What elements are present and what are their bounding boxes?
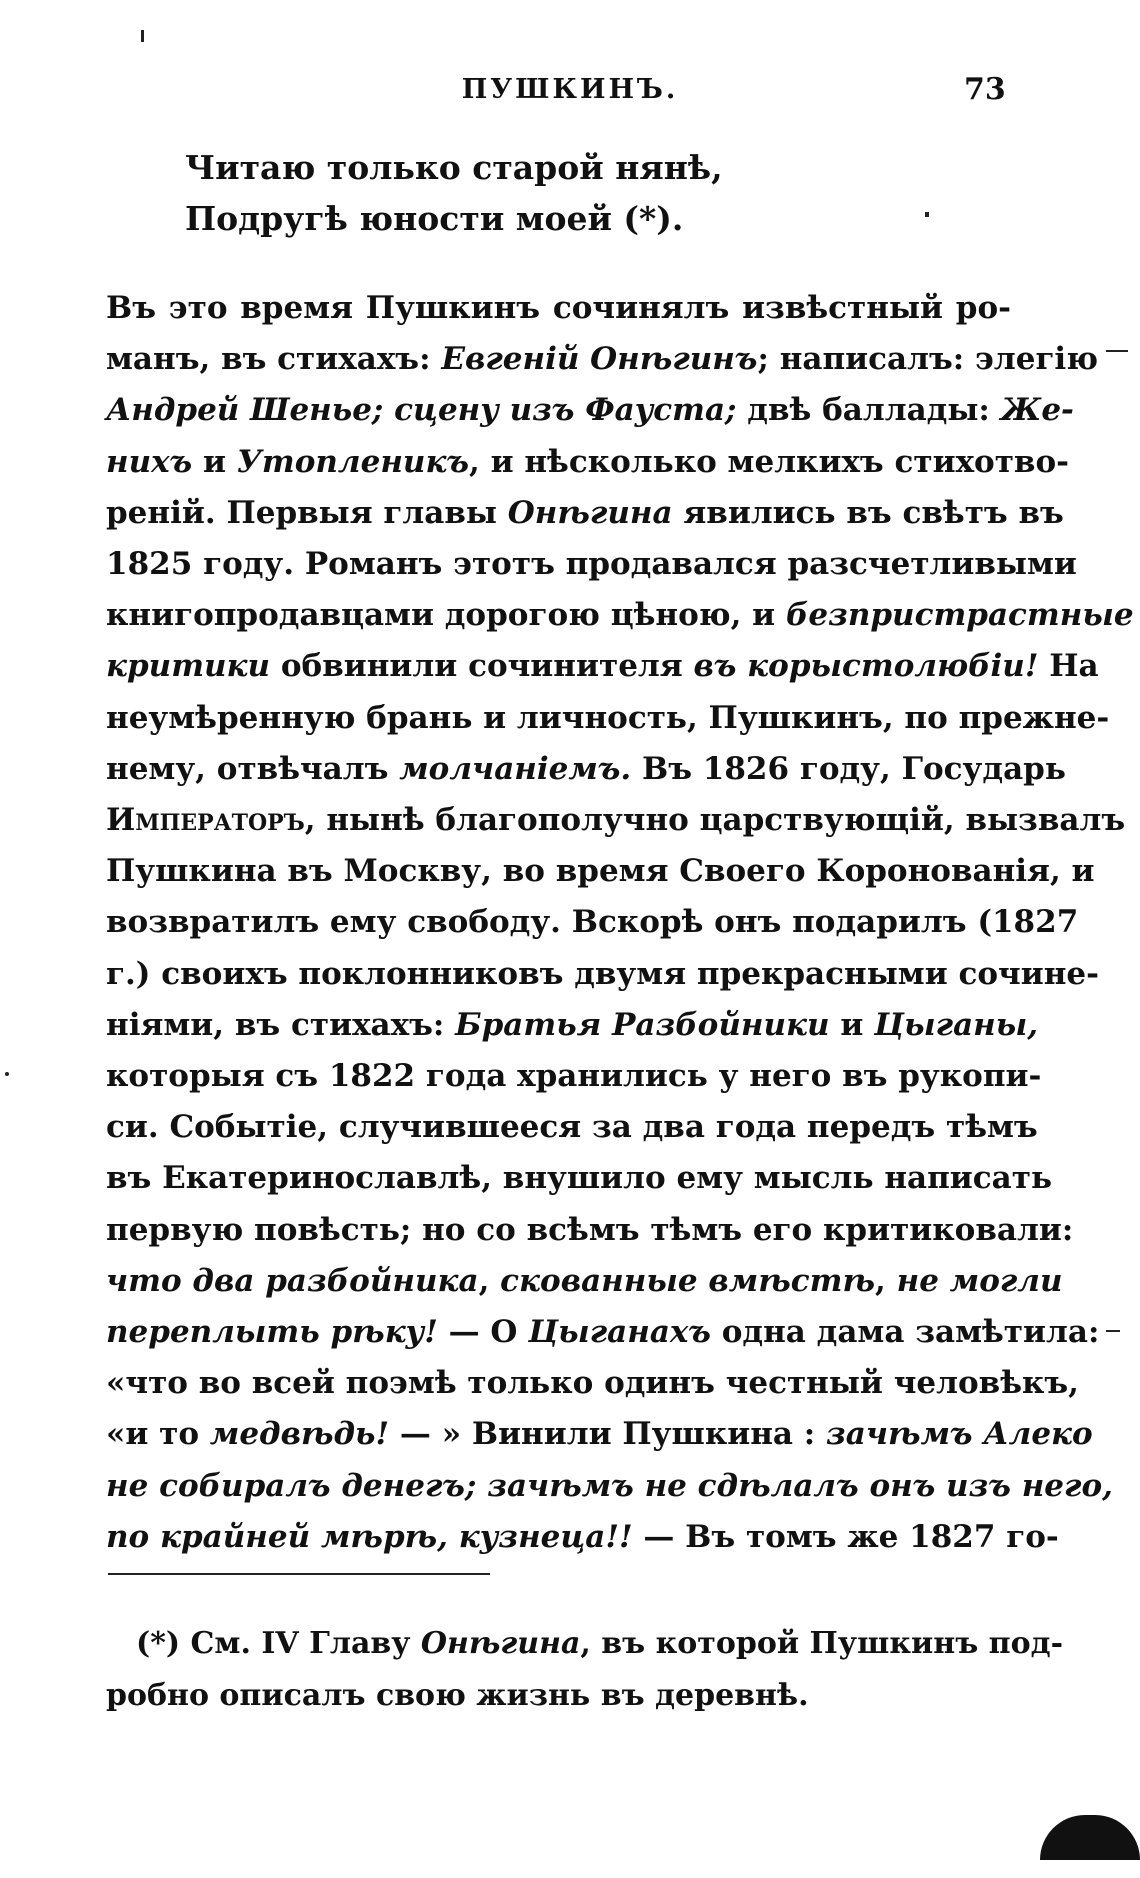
footnote-line (136, 1618, 1064, 1670)
text-run: и (192, 443, 237, 480)
body-text (106, 283, 1134, 1563)
text-run: , (478, 1262, 501, 1299)
scan-blot (1040, 1815, 1140, 1860)
scan-speck (925, 212, 929, 217)
text-run: «и то (106, 1416, 210, 1453)
italic-run: въ корыстолюбіи! (693, 648, 1039, 685)
text-run: «что во всей поэмѣ только одинъ честный человѣкъ, (106, 1365, 1079, 1402)
body-line (106, 1512, 1059, 1563)
body-line (106, 1307, 1100, 1358)
italic-run: медвѣдь! (209, 1416, 390, 1453)
body-line (106, 488, 1064, 539)
italic-run: не собиралъ денегъ; зачѣмъ не сдѣлалъ онъ изъ него, (106, 1467, 1113, 1504)
small-caps-run: Императоръ (106, 802, 305, 839)
text-run: ; написалъ: элегію (757, 341, 1098, 378)
text-run: си. Событіе, случившееся за два года передъ тѣмъ (106, 1109, 1038, 1146)
scan-speck (5, 1072, 9, 1076)
italic-run: не могли (896, 1262, 1063, 1299)
italic-run: Онѣгина (420, 1626, 581, 1661)
text-run: двѣ баллады: (736, 392, 1001, 429)
footnote (106, 1618, 1064, 1722)
body-line (106, 744, 1066, 795)
body-line (106, 846, 1095, 897)
italic-run: Цыганахъ (528, 1314, 711, 1351)
text-run: неумѣренную брань и личность, Пушкинъ, по прежне- (106, 699, 1110, 736)
text-run: одна дама замѣтила: (710, 1314, 1100, 1351)
body-line (106, 897, 1079, 948)
italic-run: безпристрастные (785, 597, 1134, 634)
text-run: обвинили сочинителя (270, 648, 694, 685)
body-line (106, 1461, 1113, 1512)
text-run: Въ это время Пушкинъ сочинялъ извѣстный ро- (106, 290, 1011, 326)
italic-run: Онѣгина (507, 494, 673, 531)
text-run: робно описалъ свою жизнь въ деревнѣ. (106, 1678, 809, 1713)
body-line (106, 1000, 1039, 1051)
text-run: 1825 году. Романъ этотъ продавался разсчетливыми (106, 546, 1077, 583)
text-run: — Въ томъ же 1827 го- (632, 1518, 1059, 1555)
body-line (106, 949, 1099, 1000)
italic-run: Евгеній Онѣгинъ (441, 341, 758, 378)
epigraph-line: Читаю только старой нянѣ, (185, 148, 723, 187)
body-line (106, 795, 1126, 846)
text-run: , (875, 1262, 897, 1299)
epigraph-line: Подругѣ юности моей (*). (185, 199, 684, 238)
text-run: (*) См. IV Главу (136, 1626, 421, 1661)
text-run: реній. Первыя главы (106, 494, 508, 531)
text-run: На (1038, 648, 1099, 685)
text-run: , нынѣ благополучно царствующій, вызвалъ (304, 802, 1126, 839)
body-line (106, 334, 1098, 385)
text-run: Пушкина въ Москву, во время Своего Коронованія, и (106, 853, 1095, 890)
body-line (106, 1256, 1063, 1307)
body-line (106, 1409, 1093, 1460)
scan-speck (141, 30, 144, 42)
epigraph (185, 142, 723, 244)
body-line (106, 1102, 1038, 1153)
text-run: книгопродавцами дорогою цѣною, и (106, 597, 786, 634)
body-line (106, 1205, 1074, 1256)
italic-run: Же- (1000, 392, 1074, 429)
italic-run: Братья Разбойники (455, 1006, 830, 1043)
text-run: возвратилъ ему свободу. Вскорѣ онъ подарилъ (1827 (106, 904, 1079, 941)
body-line (106, 1153, 1053, 1204)
footnote-line (106, 1670, 1011, 1722)
body-line (106, 1051, 1042, 1102)
page-number: 73 (964, 72, 1006, 107)
text-run: нему, отвѣчалъ (106, 750, 400, 787)
text-run: которыя съ 1822 года хранились у него въ рукопи- (106, 1058, 1042, 1095)
italic-run: переплыть рѣку! (106, 1314, 438, 1351)
body-line (106, 693, 1110, 744)
body-line (106, 283, 1011, 334)
body-line (106, 385, 1074, 436)
text-run: — О (437, 1314, 529, 1351)
body-line (106, 641, 1099, 692)
italic-run: зачѣмъ Алеко (826, 1416, 1093, 1453)
text-run: — » Винили Пушкина : (389, 1416, 827, 1453)
body-line (106, 590, 1134, 641)
body-line (106, 437, 1070, 488)
text-run: въ Екатеринославлѣ, внушило ему мысль написать (106, 1160, 1053, 1197)
text-run: первую повѣсть; но со всѣмъ тѣмъ его критиковали: (106, 1211, 1074, 1248)
italic-run: критики (106, 648, 271, 685)
italic-run: нихъ (106, 443, 193, 480)
italic-run: Утопленикъ (236, 443, 469, 480)
text-run: г.) своихъ поклонниковъ двумя прекрасными сочине- (106, 955, 1099, 992)
scan-dash (1106, 350, 1128, 352)
text-run: , и нѣсколько мелкихъ стихотво- (469, 443, 1070, 480)
italic-run: скованные вмѣстѣ (500, 1262, 876, 1299)
running-title: ПУШКИНЪ. (461, 74, 679, 105)
italic-run: Цыганы, (874, 1006, 1039, 1043)
italic-run: Андрей Шенье; сцену изъ Фауста; (106, 392, 737, 429)
text-run: и (829, 1006, 875, 1043)
italic-run: молчаніемъ. (399, 750, 632, 787)
scan-dash (1106, 1330, 1120, 1332)
text-run: , въ которой Пушкинъ под- (580, 1626, 1064, 1661)
text-run: манъ, въ стихахъ: (106, 341, 442, 378)
body-line (106, 1358, 1079, 1409)
italic-run: что два разбойника (106, 1262, 479, 1299)
body-line (106, 539, 1077, 590)
text-run: явились въ свѣтъ въ (672, 494, 1064, 531)
text-run: ніями, въ стихахъ: (106, 1006, 456, 1043)
footnote-rule (108, 1573, 490, 1575)
text-run: Въ 1826 году, Государь (631, 750, 1066, 787)
italic-run: по крайней мѣрѣ, кузнеца!! (106, 1518, 633, 1555)
